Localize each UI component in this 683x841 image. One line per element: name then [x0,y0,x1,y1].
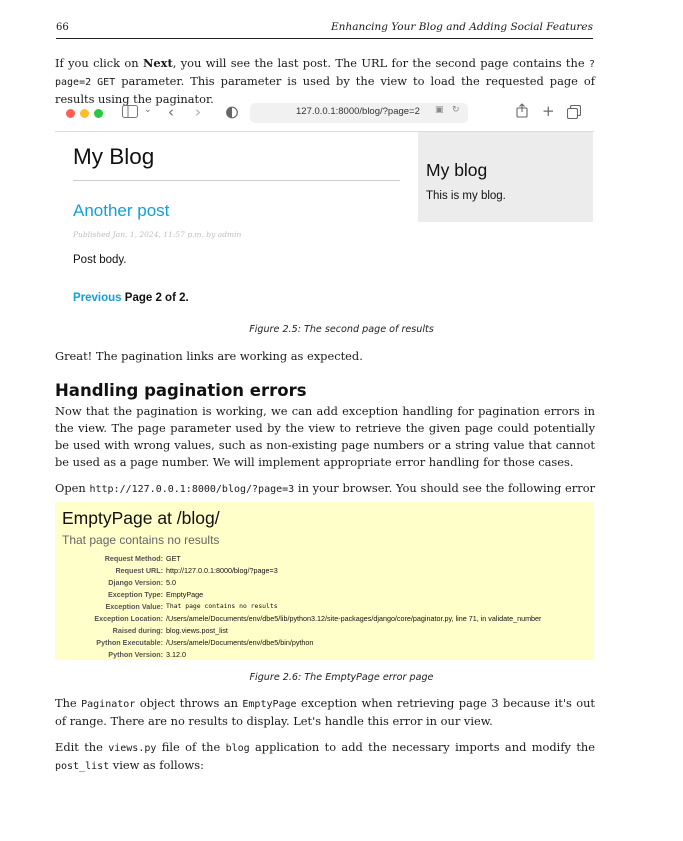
error-row-value: 3.12.0 [166,650,186,659]
error-row [55,578,594,590]
error-row [55,590,594,602]
previous-page-link[interactable]: Previous [73,292,122,304]
error-title: EmptyPage at /blog/ [62,508,220,528]
error-row-value: 5.0 [166,578,176,587]
zoom-window-dot[interactable] [94,109,103,118]
code-page-param: ?page=2 [55,59,595,88]
error-subtitle: That page contains no results [62,533,220,547]
error-row [55,554,594,566]
error-row-key: Request Method: [104,554,163,563]
text-run: , you will see the last post. The URL for the second page contains the [172,56,589,70]
paragraph-paginator [55,695,595,730]
next-keyword: Next [143,56,173,70]
page-info: Page 2 of 2. [124,292,189,304]
text-run: The [55,696,82,710]
text-run: object throws an [135,696,243,710]
code-url: http://127.0.0.1:8000/blog/?page=3 [89,484,295,495]
error-row [55,602,594,614]
error-row-key: Python Executable: [96,638,163,647]
address-bar[interactable] [250,103,468,123]
paragraph-great: Great! The pagination links are working as expected. [55,349,363,363]
post-body: Post body. [73,254,127,266]
post-title-link[interactable]: Another post [73,201,170,220]
error-row-value: That page contains no results [166,602,278,610]
browser-toolbar [55,96,594,132]
sidebar-title: My blog [426,160,488,180]
sidebar-toggle-icon[interactable] [122,105,138,121]
shield-icon[interactable] [226,106,238,122]
code-views-py: views.py [108,743,157,754]
error-row-value: EmptyPage [166,590,204,599]
text-run: in your browser. You should see the following error [297,481,595,495]
error-row-value: blog.views.post_list [166,626,228,635]
error-row-key: Django Version: [108,578,163,587]
error-row-key: Exception Value: [105,602,163,611]
error-row [55,566,594,578]
minimize-window-dot[interactable] [80,109,89,118]
error-page-screenshot [55,502,594,660]
text-run: application to add the necessary imports and modify the [249,740,595,754]
code-get: GET [97,77,116,88]
error-row [55,650,594,662]
paragraph-edit [55,739,595,775]
address-url[interactable]: 127.0.0.1:8000/blog/?page=2 [296,106,420,117]
code-emptypage: EmptyPage [242,699,297,710]
forward-arrow-icon[interactable]: › [195,103,201,121]
error-row-key: Request URL: [115,566,163,575]
code-post-list: post_list [55,761,110,772]
blog-title: My Blog [73,144,155,169]
page-number: 66 [56,22,69,33]
error-row-value: /Users/amele/Documents/env/dbe5/lib/python3.12/site-packages/django/core/paginator.py, line 71, in validate_number [166,614,542,623]
close-window-dot[interactable] [66,109,75,118]
title-divider [73,180,400,181]
error-row [55,638,594,650]
code-paginator: Paginator [81,699,136,710]
error-row-key: Python Version: [108,650,163,659]
tabs-icon[interactable] [567,105,581,122]
chevron-down-icon[interactable]: ⌄ [144,105,152,115]
text-run: file of the [156,740,226,754]
text-run: Open [55,481,90,495]
sidebar-text: This is my blog. [426,190,506,202]
text-run: If you click on [55,56,144,70]
running-title: Enhancing Your Blog and Adding Social Features [331,21,593,33]
text-run: exception when retrieving page 3 because it's out of range. There are no results to display. Let's handle this error in our view. [55,696,596,728]
text-run: Edit the [55,740,109,754]
running-header [56,18,593,39]
reload-icon[interactable]: ↻ [452,105,460,115]
text-run: view as follows: [109,758,204,772]
error-row-key: Exception Location: [94,614,163,623]
post-meta: Published Jan. 1, 2024, 11:57 p.m. by admin [73,230,242,239]
error-row-value: GET [166,554,181,563]
blog-sidebar [418,132,593,222]
figure-caption-1: Figure 2.5: The second page of results [249,324,434,335]
error-row [55,614,594,626]
figure-caption-2: Figure 2.6: The EmptyPage error page [249,672,434,683]
blog-content [55,132,417,323]
back-arrow-icon[interactable]: ‹ [168,103,174,121]
text-run: parameter. This parameter is used by the view to load the requested page of results using the paginator. [55,74,595,106]
error-row-value: /Users/amele/Documents/env/dbe5/bin/python [166,638,314,647]
error-row-value: http://127.0.0.1:8000/blog/?page=3 [166,566,278,575]
paragraph-section: Now that the pagination is working, we can add exception handling for pagination errors in the view. The page parameter used by the view to retrieve the given page could potentially be used with wrong values, such as non-existing page numbers or a string value that cannot be used as a page number. We will implement appropriate error handling for those cases. [55,404,595,469]
browser-screenshot [55,96,594,323]
error-row [55,626,594,638]
share-icon[interactable] [516,103,528,121]
error-row-key: Raised during: [112,626,163,635]
error-row-key: Exception Type: [108,590,163,599]
section-heading: Handling pagination errors [55,381,307,400]
translate-icon[interactable]: ▣ [435,105,444,115]
code-blog: blog [225,743,250,754]
plus-icon[interactable]: + [542,102,555,120]
pagination [73,292,189,304]
